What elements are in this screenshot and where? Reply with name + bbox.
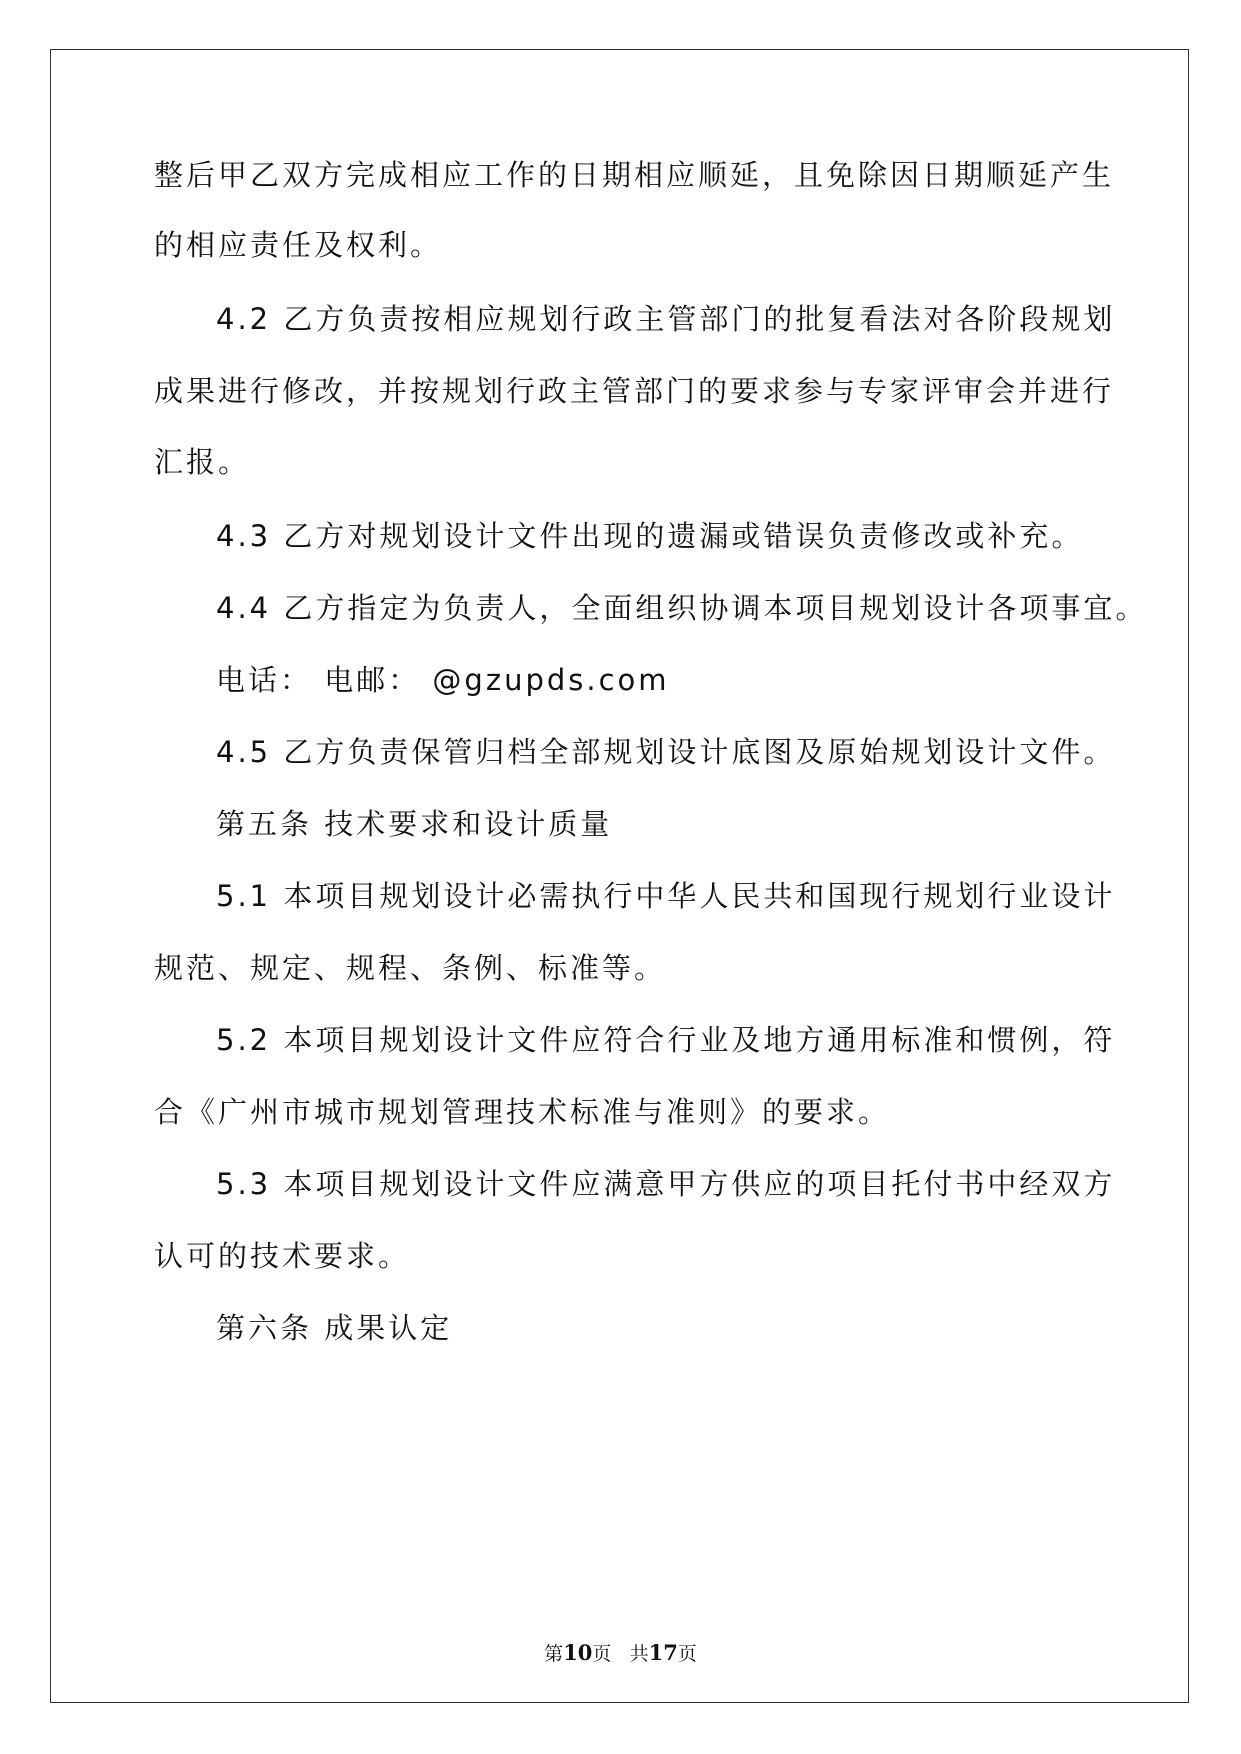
clause-5-2-line-1: 5.2 本项目规划设计文件应符合行业及地方通用标准和惯例，符 [216, 1023, 1116, 1057]
clause-5-1-line-1: 5.1 本项目规划设计必需执行中华人民共和国现行规划行业设计 [216, 879, 1116, 913]
clause-5-1-line-2: 规范、规定、规程、条例、标准等。 [154, 951, 667, 985]
clause-5-3-line-1: 5.3 本项目规划设计文件应满意甲方供应的项目托付书中经双方 [216, 1167, 1116, 1201]
clause-4-5: 4.5 乙方负责保管归档全部规划设计底图及原始规划设计文件。 [216, 735, 1116, 769]
total-prefix: 共 [629, 1643, 649, 1665]
page-prefix: 第 [544, 1643, 564, 1665]
clause-5-2-line-2: 合《广州市城市规划管理技术标准与准则》的要求。 [154, 1095, 891, 1129]
contact-line: 电话： 电邮： @gzupds.com [216, 663, 670, 697]
clause-4-4: 4.4 乙方指定为负责人，全面组织协调本项目规划设计各项事宜。 [216, 591, 1148, 625]
page-footer [0, 1641, 1241, 1666]
page-number: 10 [563, 1640, 593, 1665]
clause-5-3-line-2: 认可的技术要求。 [154, 1239, 411, 1273]
article-5-heading: 第五条 技术要求和设计质量 [216, 807, 613, 841]
clause-4-2-line-2: 成果进行修改，并按规划行政主管部门的要求参与专家评审会并进行 [154, 374, 1115, 408]
article-6-heading: 第六条 成果认定 [216, 1311, 453, 1345]
clause-4-2-line-1: 4.2 乙方负责按相应规划行政主管部门的批复看法对各阶段规划 [216, 302, 1116, 336]
page-suffix: 页 [592, 1643, 612, 1665]
total-pages: 17 [648, 1640, 678, 1665]
body-line-1: 整后甲乙双方完成相应工作的日期相应顺延，且免除因日期顺延产生 [154, 158, 1115, 192]
body-line-2: 的相应责任及权利。 [154, 228, 443, 262]
page-border [50, 49, 1189, 1703]
clause-4-2-line-3: 汇报。 [154, 445, 251, 479]
clause-4-3: 4.3 乙方对规划设计文件出现的遗漏或错误负责修改或补充。 [216, 519, 1084, 553]
total-suffix: 页 [677, 1643, 697, 1665]
